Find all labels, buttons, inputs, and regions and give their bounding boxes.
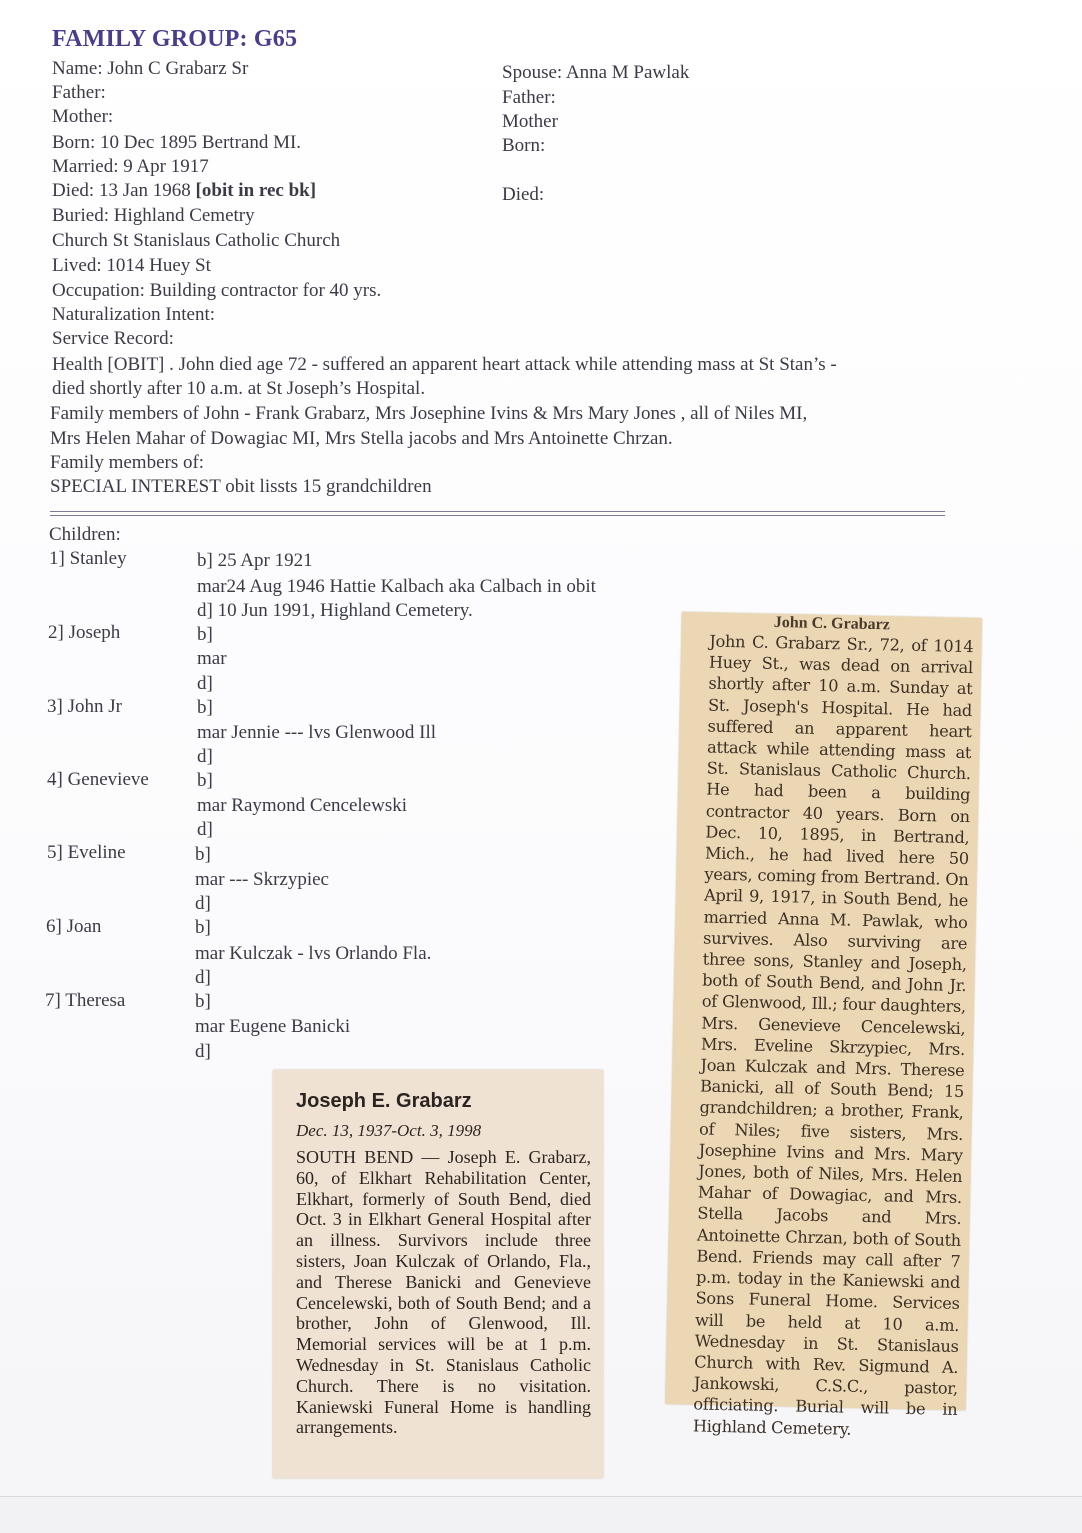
clipping-heading: John C. Grabarz: [773, 613, 890, 634]
clipping-heading: Joseph E. Grabarz: [296, 1090, 472, 1112]
husband-church: Church St Stanislaus Catholic Church: [52, 230, 341, 251]
divider-rule: [50, 515, 945, 516]
child-born: b]: [195, 844, 211, 865]
family-members-of: Family members of:: [50, 452, 205, 473]
page-bottom-edge: [0, 1496, 1082, 1533]
special-interest: SPECIAL INTEREST obit lissts 15 grandchildren: [50, 476, 432, 497]
spouse-father: Father:: [502, 87, 556, 108]
obituary-clipping-john: [665, 612, 982, 1439]
child-died: d]: [197, 746, 213, 767]
child-married: mar24 Aug 1946 Hattie Kalbach aka Calbach in obit: [197, 576, 596, 597]
child-name: 3] John Jr: [47, 696, 122, 717]
child-died: d]: [195, 967, 211, 988]
child-died: d]: [197, 673, 213, 694]
spouse-mother: Mother: [502, 111, 558, 132]
child-married: mar: [197, 648, 227, 669]
obituary-clipping-joseph: [273, 1070, 603, 1478]
husband-mother: Mother:: [52, 106, 114, 127]
husband-father: Father:: [52, 82, 106, 103]
children-label: Children:: [49, 524, 121, 545]
child-married: mar Raymond Cencelewski: [197, 795, 408, 816]
husband-naturalization: Naturalization Intent:: [52, 304, 216, 325]
child-name: 5] Eveline: [47, 842, 126, 863]
spouse-born: Born:: [502, 135, 546, 156]
child-married: mar Jennie --- lvs Glenwood Ill: [197, 722, 437, 743]
child-name: 2] Joseph: [48, 622, 121, 643]
child-born: b]: [197, 697, 213, 718]
husband-died-note: [obit in rec bk]: [195, 180, 317, 201]
child-name: 4] Genevieve: [47, 769, 149, 790]
child-married: mar Eugene Banicki: [195, 1016, 351, 1037]
family-members-line-1: Family members of John - Frank Grabarz, Mrs Josephine Ivins & Mrs Mary Jones , all of Niles MI,: [50, 403, 808, 424]
child-married: mar --- Skrzypiec: [195, 869, 329, 890]
husband-service-record: Service Record:: [52, 328, 174, 349]
husband-occupation: Occupation: Building contractor for 40 yrs.: [52, 280, 382, 301]
child-married: mar Kulczak - lvs Orlando Fla.: [195, 943, 432, 964]
husband-name: Name: John C Grabarz Sr: [52, 58, 249, 79]
spouse-name: Spouse: Anna M Pawlak: [502, 62, 690, 83]
family-members-line-2: Mrs Helen Mahar of Dowagiac MI, Mrs Stella jacobs and Mrs Antoinette Chrzan.: [50, 428, 673, 449]
child-born: b] 25 Apr 1921: [197, 550, 313, 571]
child-born: b]: [195, 991, 211, 1012]
child-name: 7] Theresa: [45, 990, 126, 1011]
husband-died: [52, 180, 316, 202]
clipping-body: SOUTH BEND — Joseph E. Grabarz, 60, of Elkhart Rehabilitation Center, Elkhart, formerly of South Bend, died Oct. 3 in Elkhart General Hospital after an illness. Survivors include three sisters, Joan Kulczak of Orlando, Fla., and Therese Banicki and Genevieve Cencelewski, both of South Bend; and a brother, John of Glenwood, Ill. Memorial services will be at 1 p.m. Wednesday in St. Stanislaus Catholic Church. There is no visitation. Kaniewski Funeral Home is handling arrangements.: [296, 1147, 591, 1438]
child-died: d]: [195, 893, 211, 914]
divider-rule: [50, 511, 945, 512]
child-died: d] 10 Jun 1991, Highland Cemetery.: [197, 600, 473, 621]
husband-buried: Buried: Highland Cemetry: [52, 205, 255, 226]
husband-married: Married: 9 Apr 1917: [52, 156, 209, 177]
clipping-body: John C. Grabarz Sr., 72, of 1014 Huey St., was dead on arrival shortly after 10 a.m. Sunday at St. Joseph's Hospital. He had suffered an apparent heart attack while attending mass at St. Stanislaus Catholic Church. He had been a building contractor 40 years. Born on Dec. 10, 1895, in Bertrand, Mich., he had lived here 50 years, coming from Bertrand. On April 9, 1917, in South Bend, he married Anna M. Pawlak, who survives. Also surviving are three sons, Stanley and Joseph, both of South Bend, and John Jr. of Glenwood, Ill.; four daughters, Mrs. Genevieve Cencelewski, Mrs. Eveline Skrzypiec, Mrs. Joan Kulczak and Mrs. Therese Banicki, all of South Bend; 15 grandchildren; a brother, Frank, of Niles; five sisters, Mrs. Josephine Ivins and Mrs. Mary Jones, both of Niles, Mrs. Helen Mahar of Dowagiac, and Mrs. Stella Jacobs and Mrs. Antoinette Chrzan, both of South Bend. Friends may call after 7 p.m. today in the Kaniewski and Sons Funeral Home. Services will be held at 10 a.m. Wednesday in St. Stanislaus Church with Rev. Sigmund A. Jankowski, C.S.C., pastor, officiating. Burial will be in Highland Cemetery.: [692, 631, 974, 1439]
child-name: 6] Joan: [46, 916, 102, 937]
child-died: d]: [195, 1041, 211, 1062]
child-died: d]: [197, 819, 213, 840]
spouse-died: Died:: [502, 184, 545, 205]
child-born: b]: [195, 917, 211, 938]
husband-health-line-1: Health [OBIT] . John died age 72 - suffered an apparent heart attack while attending mass at St Stan’s -: [52, 354, 837, 375]
husband-born: Born: 10 Dec 1895 Bertrand MI.: [52, 132, 302, 153]
child-born: b]: [197, 624, 213, 645]
husband-died-date: Died: 13 Jan 1968: [52, 180, 196, 201]
child-name: 1] Stanley: [49, 548, 127, 569]
husband-health-line-2: died shortly after 10 a.m. at St Joseph’s Hospital.: [52, 378, 426, 399]
clipping-dates: Dec. 13, 1937-Oct. 3, 1998: [296, 1121, 482, 1140]
page-title: FAMILY GROUP: G65: [52, 26, 298, 52]
husband-lived: Lived: 1014 Huey St: [52, 255, 211, 276]
child-born: b]: [197, 770, 213, 791]
